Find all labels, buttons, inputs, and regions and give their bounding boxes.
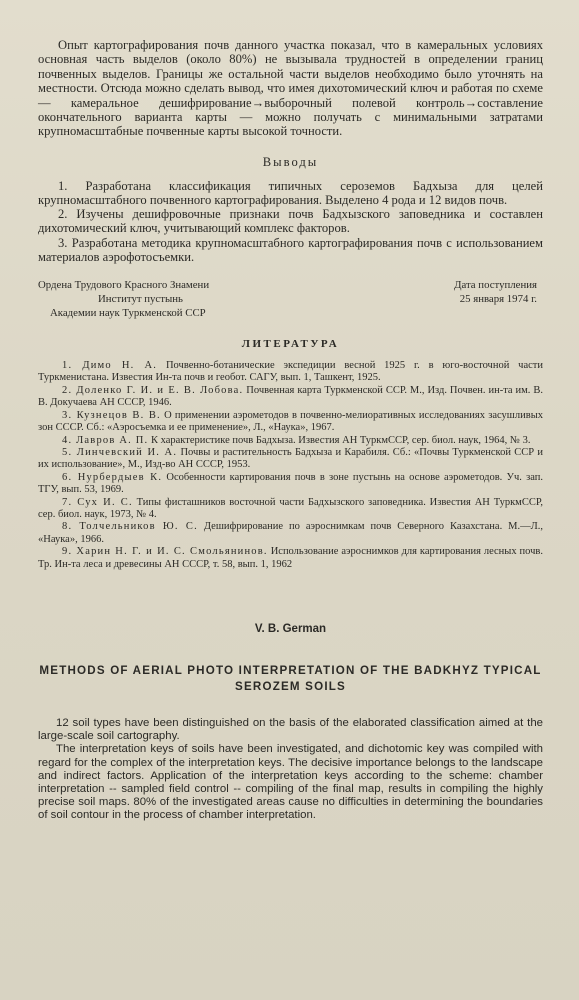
conclusion-item-2: 2. Изучены дешифровочные признаки почв Бадхызского заповедника и составлен дихотомический ключ, учитывающий комплекс факторов. xyxy=(38,207,543,236)
reference-item xyxy=(38,447,543,472)
reference-item xyxy=(38,497,543,522)
conclusion-item-3: 3. Разработана методика крупномасштабного картографирования почв с использованием материалов аэрофотосъемки. xyxy=(38,235,543,264)
english-paragraph-2: The interpretation keys of soils have been investigated, and dichotomic key was compiled with regard for the complex of the interpretation keys. The decisive importance belongs to the landscape and indirect factors. Application of the interpretation keys according to the scheme: chamber interpretation -- sampled field control -- compiling of the final map, results in compiling the highly precise soil maps. 80% of the investigated areas cause no difficulties in determining the boundaries of soil contour in the process of chamber interpretation. xyxy=(38,743,543,822)
reference-item xyxy=(38,546,543,571)
reference-item xyxy=(38,435,543,447)
reference-text: Почвенно-ботанические экспедиции весной 1925 г. в юго-восточной части Туркменистана. Известия Ин-та почв и геобот. САГУ, вып. 1, Ташкент, 1925. xyxy=(38,360,543,384)
reference-text: О применении аэрометодов в почвенно-мелиоративных исследованиях засушливых зон СССР. Сб.: «Аэросъемка и ее применение», Л., «Наука», 1967. xyxy=(38,409,543,434)
institution-line-2: Институт пустынь xyxy=(98,293,183,306)
received-label: Дата поступления xyxy=(454,279,537,292)
reference-author: 1. Димо Н. А. xyxy=(62,360,158,372)
reference-author: 9. Харин Н. Г. и И. С. Смольянинов. xyxy=(62,546,268,558)
institution-line-3: Академии наук Туркменской ССР xyxy=(50,307,206,320)
reference-text: Использование аэроснимков для картирования лесных почв. Тр. Ин-та леса и древесины АН СССР, т. 58, вып. 1, 1962 xyxy=(38,546,543,570)
reference-author: 6. Нурбердыев К. xyxy=(62,471,163,483)
reference-item xyxy=(38,472,543,497)
affiliation-block xyxy=(38,278,543,320)
institution xyxy=(38,278,209,320)
english-paragraph-1: 12 soil types have been distinguished on the basis of the elaborated classification aimed at the large-scale soil cartography. xyxy=(38,716,543,743)
reference-text: Дешифрирование по аэроснимкам почв Северного Казахстана. М.—Л., «Наука», 1966. xyxy=(38,521,543,545)
english-title: METHODS OF AERIAL PHOTO INTERPRETATION OF THE BADKHYZ TYPICAL SEROZEM SOILS xyxy=(39,663,542,693)
reference-text: Почвы и растительность Бадхыза и Карабиля. Сб.: «Почвы Туркменской ССР и их использование», М., Изд-во АН СССР, 1953. xyxy=(38,446,543,471)
reference-author: 7. Сух И. С. xyxy=(62,496,133,508)
conclusion-item-1: 1. Разработана классификация типичных сероземов Бадхыза для целей крупномасштабного почвенного картографирования. Выделено 4 рода и 12 видов почв. xyxy=(38,178,543,208)
reference-list xyxy=(38,360,543,571)
reference-item xyxy=(38,410,543,435)
reference-item xyxy=(38,521,543,546)
intro-paragraph: Опыт картографирования почв данного участка показал, что в камеральных условиях основная часть выделов (около 80%) не вызывала трудностей в определении границ почвенных выделов. Границы же остальной части выделов необходимо было уточнять на местности. Отсюда можно сделать вывод, что имея дихотомический ключ и работая по схеме — камеральное дешифрирование→выборочный полевой контроль→составление окончательного варианта карты — можно получать с минимальными затратами крупномасштабные почвенные карты высокой точности. xyxy=(38,38,543,139)
conclusions-heading: Выводы xyxy=(262,154,319,169)
institution-line-1: Ордена Трудового Красного Знамени xyxy=(38,279,210,292)
reference-author: 3. Кузнецов В. В. xyxy=(62,409,161,421)
reference-author: 4. Лавров А. П. xyxy=(62,434,149,446)
reference-item xyxy=(38,385,543,410)
english-author: V. B. German xyxy=(254,622,327,635)
literature-heading: ЛИТЕРАТУРА xyxy=(241,338,340,351)
reference-text: Почвенная карта Туркменской ССР. М., Изд. Почвен. ин-та им. В. В. Докучаева АН СССР, 1946. xyxy=(38,384,543,409)
received-date: 25 января 1974 г. xyxy=(459,293,537,306)
reference-text: К характеристике почв Бадхыза. Известия АН ТуркмССР, сер. биол. наук, 1964, № 3. xyxy=(148,434,531,446)
reference-text: Особенности картирования почв в зоне пустынь на основе аэрометодов. Уч. зап. ТГУ, вып. 53, 1969. xyxy=(38,471,543,496)
reference-item xyxy=(38,360,543,385)
reference-author: 8. Толчельников Ю. С. xyxy=(62,521,198,533)
reference-text: Типы фисташников восточной части Бадхызского заповедника. Известия АН ТуркмССР, сер. биол. наук, 1973, № 4. xyxy=(38,496,543,520)
reference-author: 2. Доленко Г. И. и Е. В. Лобова. xyxy=(62,384,244,396)
reference-author: 5. Линчевский И. А. xyxy=(62,446,178,458)
received-info xyxy=(454,278,543,320)
